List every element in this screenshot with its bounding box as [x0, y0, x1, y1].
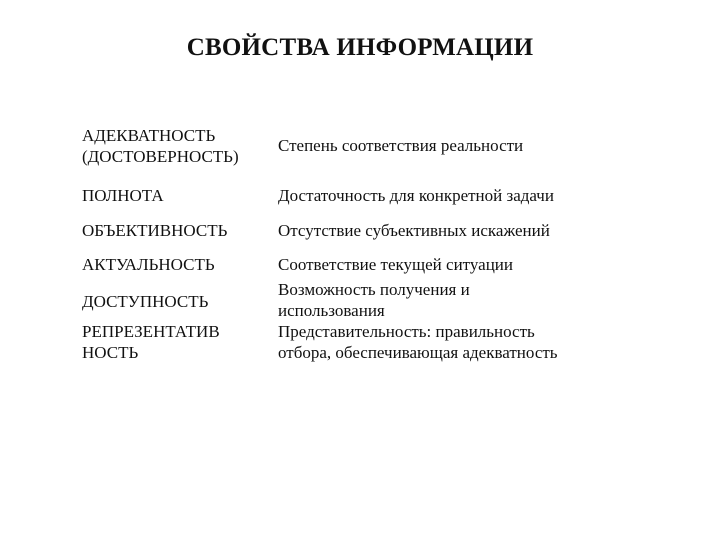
property-row-representativeness	[82, 321, 642, 363]
property-name: АДЕКВАТНОСТЬ (ДОСТОВЕРНОСТЬ)	[82, 126, 239, 166]
property-row-accessibility	[82, 279, 642, 321]
property-description: Степень соответствия реальности	[278, 136, 524, 155]
property-description: Представительность: правильность отбора, обеспечивающая адекватность	[278, 322, 558, 362]
property-description: Соответствие текущей ситуации	[278, 255, 513, 274]
property-row-completeness	[82, 185, 642, 206]
property-description: Возможность получения и использования	[278, 280, 470, 320]
property-name: АКТУАЛЬНОСТЬ	[82, 255, 215, 274]
properties-table	[82, 125, 642, 363]
property-name: ДОСТУПНОСТЬ	[82, 292, 209, 311]
property-description: Отсутствие субъективных искажений	[278, 221, 550, 240]
property-row-objectivity	[82, 220, 642, 241]
property-row-adequacy	[82, 125, 642, 167]
property-row-relevance	[82, 254, 642, 275]
property-name: РЕПРЕЗЕНТАТИВ НОСТЬ	[82, 322, 220, 362]
property-name: ПОЛНОТА	[82, 186, 164, 205]
property-description: Достаточность для конкретной задачи	[278, 186, 554, 205]
page-title: СВОЙСТВА ИНФОРМАЦИИ	[186, 34, 534, 61]
property-name: ОБЪЕКТИВНОСТЬ	[82, 221, 228, 240]
